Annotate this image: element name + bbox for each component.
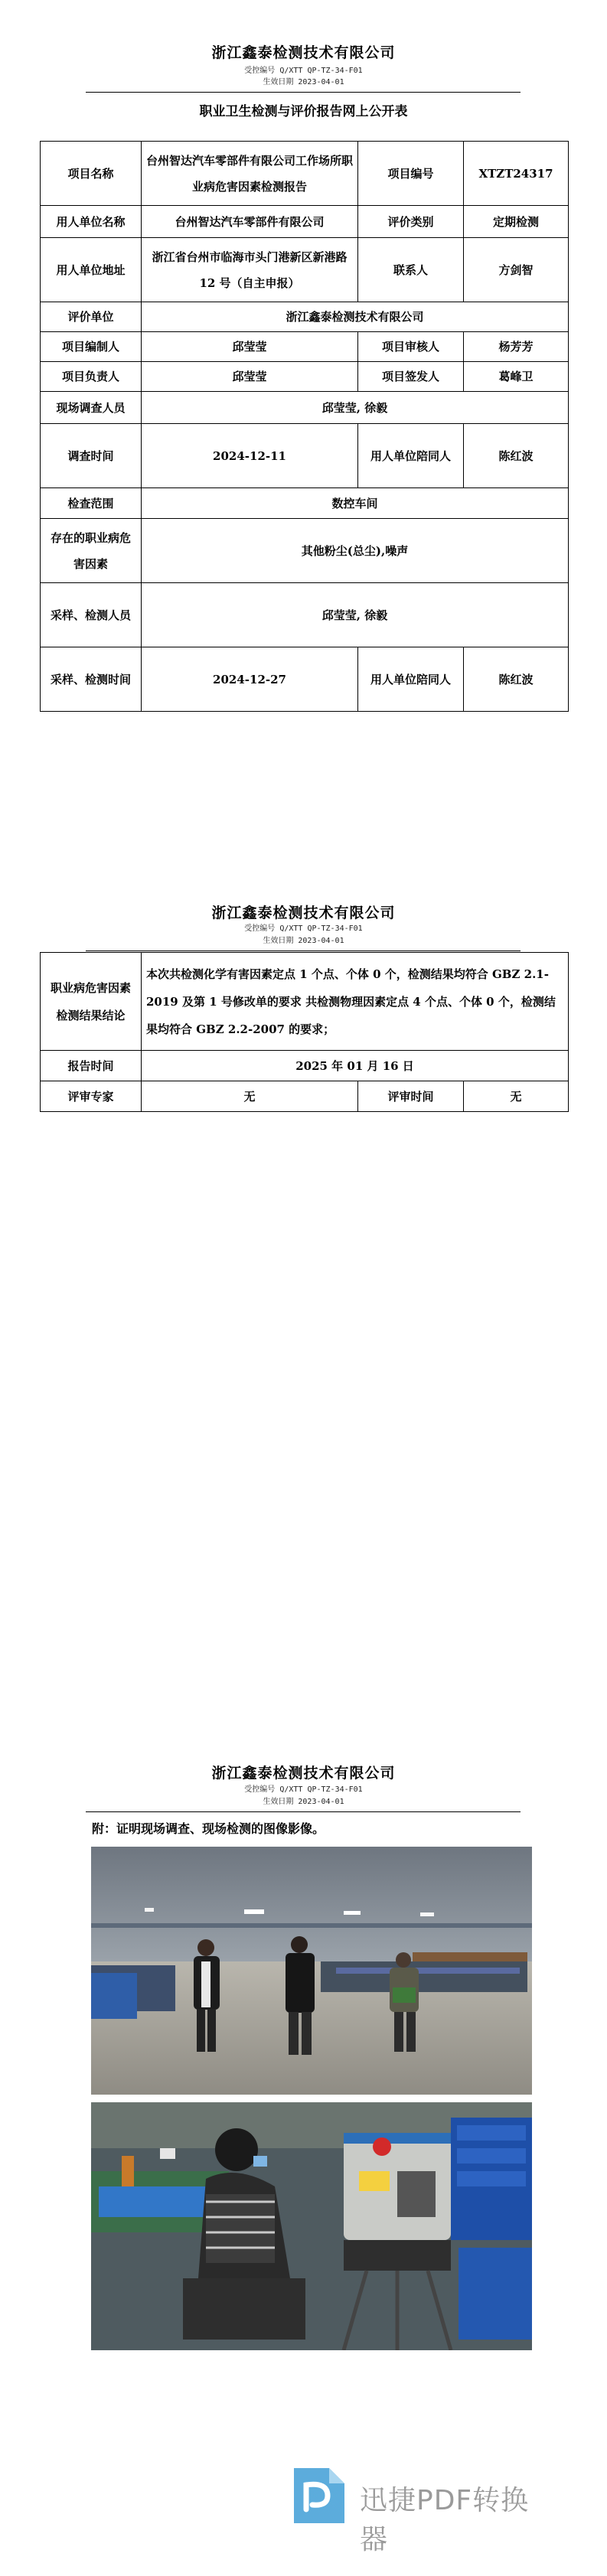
scope-label: 检查范围 xyxy=(41,488,142,519)
survey-time-value: 2024-12-11 xyxy=(142,424,358,488)
control-number: 受控编号 Q/XTT QP-TZ-34-F01 xyxy=(244,924,363,933)
company-name: 浙江鑫泰检测技术有限公司 xyxy=(211,905,396,921)
watermark-text: 迅捷PDF转换器 xyxy=(360,2485,530,2555)
conclusion-label: 职业病危害因素检测结果结论 xyxy=(41,953,142,1051)
samplers-label: 采样、检测人员 xyxy=(41,583,142,647)
conclusion-table xyxy=(40,952,569,1112)
accompany2-value: 陈红波 xyxy=(464,647,569,712)
review-time-label: 评审时间 xyxy=(358,1081,464,1112)
project-no-label: 项目编号 xyxy=(358,142,464,206)
page-title: 职业卫生检测与评价报告网上公开表 xyxy=(199,104,408,119)
address-value: 浙江省台州市临海市头门港新区新港路 12 号（自主申报） xyxy=(142,238,358,302)
eval-type-value: 定期检测 xyxy=(464,206,569,238)
reviewer-label: 项目审核人 xyxy=(358,332,464,362)
surveyor-label: 现场调查人员 xyxy=(41,392,142,424)
eval-unit-value: 浙江鑫泰检测技术有限公司 xyxy=(142,302,569,332)
header-divider xyxy=(86,92,521,93)
site-survey-image xyxy=(91,1847,532,2095)
figure-caption: 附：证明现场调查、现场检测的图像影像。 xyxy=(92,1821,325,1836)
issuer-value: 葛峰卫 xyxy=(464,362,569,392)
scope-value: 数控车间 xyxy=(142,488,569,519)
control-number: 受控编号 Q/XTT QP-TZ-34-F01 xyxy=(244,1785,363,1794)
contact-value: 方剑智 xyxy=(464,238,569,302)
compiler-label: 项目编制人 xyxy=(41,332,142,362)
report-time-label: 报告时间 xyxy=(41,1051,142,1081)
accompany2-label: 用人单位陪同人 xyxy=(358,647,464,712)
leader-label: 项目负责人 xyxy=(41,362,142,392)
sample-time-value: 2024-12-27 xyxy=(142,647,358,712)
eval-unit-label: 评价单位 xyxy=(41,302,142,332)
project-no-value: XTZT24317 xyxy=(464,142,569,206)
project-name-value: 台州智达汽车零部件有限公司工作场所职业病危害因素检测报告 xyxy=(142,142,358,206)
control-number: 受控编号 Q/XTT QP-TZ-34-F01 xyxy=(244,67,363,75)
employer-label: 用人单位名称 xyxy=(41,206,142,238)
issuer-label: 项目签发人 xyxy=(358,362,464,392)
eval-type-label: 评价类别 xyxy=(358,206,464,238)
samplers-value: 邱莹莹, 徐毅 xyxy=(142,583,569,647)
address-label: 用人单位地址 xyxy=(41,238,142,302)
effective-date: 生效日期 2023-04-01 xyxy=(263,78,344,86)
effective-date: 生效日期 2023-04-01 xyxy=(263,1798,344,1806)
conclusion-value: 本次共检测化学有害因素定点 1 个点、个体 0 个，检测结果均符合 GBZ 2.1-2019 及第 1 号修改单的要求 共检测物理因素定点 4 个点、个体 0 个，检测结果均符合 GBZ 2.2-2007 的要求； xyxy=(142,953,569,1051)
report-time-value: 2025 年 01 月 16 日 xyxy=(142,1051,569,1081)
pdf-converter-logo-icon xyxy=(289,2465,349,2526)
project-name-label: 项目名称 xyxy=(41,142,142,206)
employer-value: 台州智达汽车零部件有限公司 xyxy=(142,206,358,238)
company-name: 浙江鑫泰检测技术有限公司 xyxy=(211,44,396,61)
site-sampling-image xyxy=(91,2102,532,2350)
sample-time-label: 采样、检测时间 xyxy=(41,647,142,712)
contact-label: 联系人 xyxy=(358,238,464,302)
hazards-label: 存在的职业病危害因素 xyxy=(41,519,142,583)
compiler-value: 邱莹莹 xyxy=(142,332,358,362)
disclosure-table xyxy=(40,141,569,712)
experts-label: 评审专家 xyxy=(41,1081,142,1112)
surveyor-value: 邱莹莹, 徐毅 xyxy=(142,392,569,424)
site-sampling-photo xyxy=(91,2102,532,2350)
effective-date: 生效日期 2023-04-01 xyxy=(263,937,344,945)
experts-value: 无 xyxy=(142,1081,358,1112)
site-survey-photo xyxy=(91,1847,532,2095)
header-divider xyxy=(86,1811,521,1812)
review-time-value: 无 xyxy=(464,1081,569,1112)
converter-watermark xyxy=(289,2465,550,2555)
survey-time-label: 调查时间 xyxy=(41,424,142,488)
accompany-value: 陈红波 xyxy=(464,424,569,488)
reviewer-value: 杨芳芳 xyxy=(464,332,569,362)
hazards-value: 其他粉尘(总尘),噪声 xyxy=(142,519,569,583)
accompany-label: 用人单位陪同人 xyxy=(358,424,464,488)
company-name: 浙江鑫泰检测技术有限公司 xyxy=(211,1765,396,1782)
leader-value: 邱莹莹 xyxy=(142,362,358,392)
